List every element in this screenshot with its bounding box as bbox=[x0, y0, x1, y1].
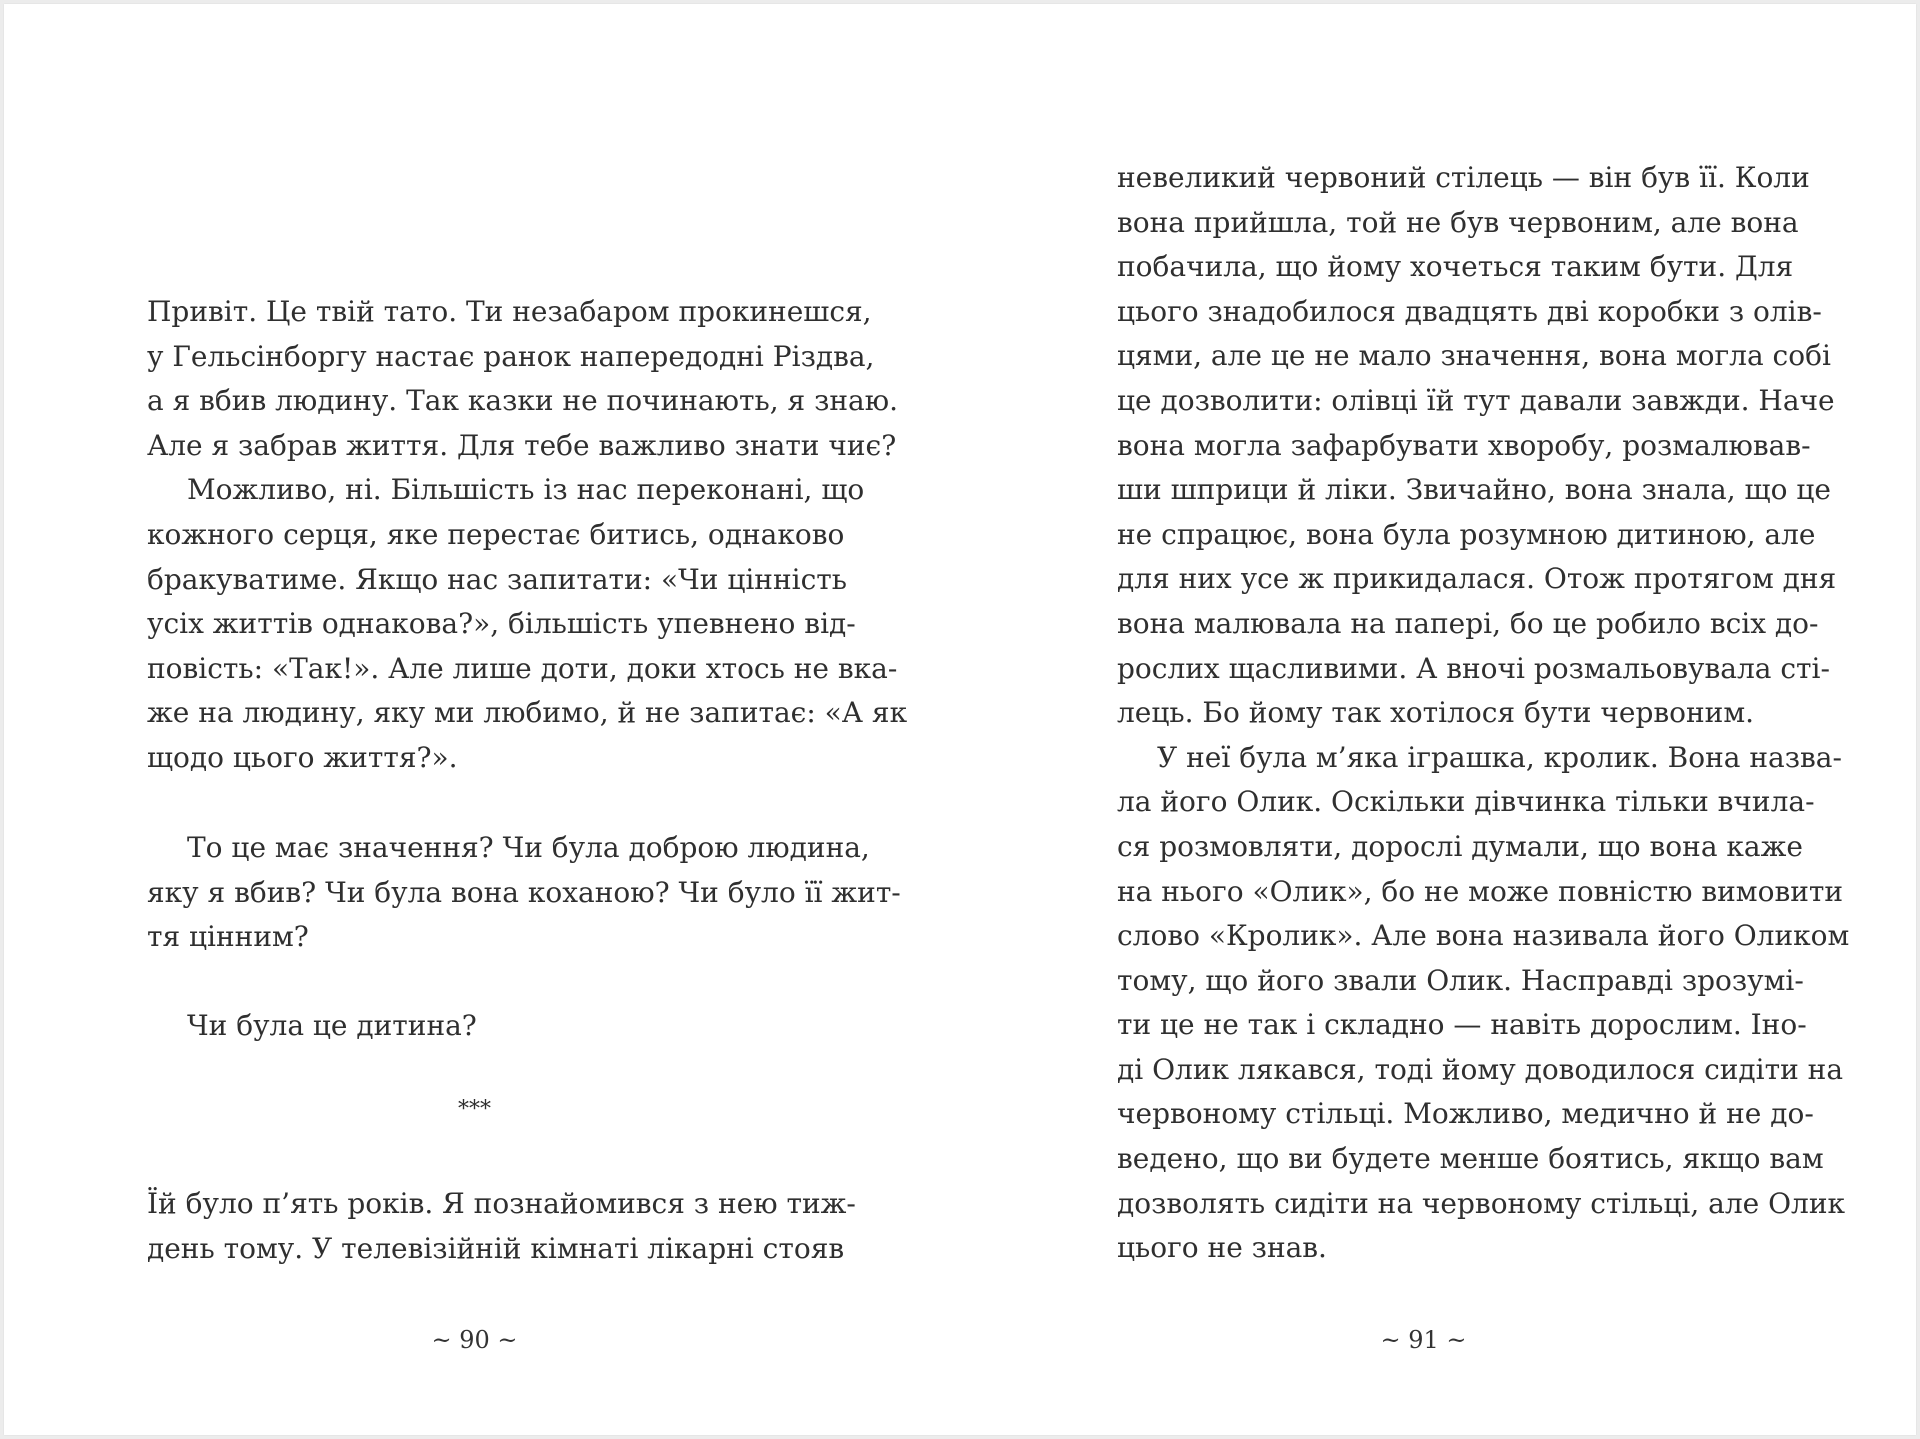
text-line: це дозволити: олівці їй тут давали завжди. Наче bbox=[1117, 383, 1835, 417]
text-line: ти це не так і складно — навіть дорослим. Іно- bbox=[1117, 1008, 1807, 1042]
left-paragraph-3 bbox=[147, 826, 901, 960]
right-page bbox=[960, 4, 1916, 1435]
text-line: Чи була це дитина? bbox=[187, 1009, 477, 1042]
text-line: Можливо, ні. Більшість із нас переконані, що bbox=[187, 473, 865, 507]
section-separator: *** bbox=[458, 1097, 491, 1122]
text-line: ши шприци й ліки. Звичайно, вона знала, що це bbox=[1117, 473, 1831, 507]
text-line: на нього «Олик», бо не може повністю вимовити bbox=[1117, 874, 1844, 908]
right-paragraph-1 bbox=[1117, 156, 1850, 1271]
text-line: ла його Олик. Оскільки дівчинка тільки вчила- bbox=[1117, 785, 1815, 819]
page-number-left: ~ 90 ~ bbox=[431, 1326, 518, 1354]
text-line: день тому. У телевізійній кімнаті лікарні стояв bbox=[147, 1231, 845, 1265]
text-line: повість: «Так!». Але лише доти, доки хтось не вка- bbox=[147, 651, 898, 685]
text-line: кожного серця, яке перестає битись, однаково bbox=[147, 517, 845, 551]
text-line: лець. Бо йому так хотілося бути червоним. bbox=[1117, 696, 1754, 730]
text-line: вона могла зафарбувати хворобу, розмалював- bbox=[1117, 428, 1811, 462]
text-line: ся розмовляти, дорослі думали, що вона каже bbox=[1117, 829, 1803, 863]
text-line: яку я вбив? Чи була вона коханою? Чи було її жит- bbox=[147, 875, 901, 909]
text-line: слово «Кролик». Але вона називала його Оликом bbox=[1117, 919, 1850, 953]
text-line: цього не знав. bbox=[1117, 1231, 1327, 1265]
text-line: Привіт. Це твій тато. Ти незабаром прокинешся, bbox=[147, 295, 872, 328]
text-line: щодо цього життя?». bbox=[147, 740, 458, 774]
text-line: У неї була м’яка іграшка, кролик. Вона назва- bbox=[1157, 740, 1842, 774]
text-line: же на людину, яку ми любимо, й не запитає: «А як bbox=[147, 696, 908, 730]
left-paragraph-1 bbox=[147, 290, 908, 781]
text-line: рослих щасливими. А вночі розмальовувала сті- bbox=[1117, 651, 1830, 685]
book-spread bbox=[4, 4, 1916, 1435]
text-line: невеликий червоний стілець — він був її. Коли bbox=[1117, 161, 1810, 194]
text-line: не спрацює, вона була розумною дитиною, але bbox=[1117, 517, 1816, 551]
text-line: тому, що його звали Олик. Насправді зрозумі- bbox=[1117, 963, 1804, 997]
text-line: у Гельсінборгу настає ранок напередодні Різдва, bbox=[147, 339, 875, 373]
text-line: цями, але це не мало значення, вона могла собі bbox=[1117, 339, 1831, 373]
text-line: тя цінним? bbox=[147, 920, 309, 954]
left-paragraph-4 bbox=[147, 1004, 802, 1049]
text-line: Їй було п’ять років. Я познайомився з нею тиж- bbox=[147, 1187, 856, 1220]
text-line: Але я забрав життя. Для тебе важливо знати чиє? bbox=[147, 428, 897, 462]
page-number-right: ~ 91 ~ bbox=[1380, 1326, 1467, 1354]
text-line: побачила, що йому хочеться таким бути. Для bbox=[1117, 250, 1794, 284]
text-line: для них усе ж прикидалася. Отож протягом дня bbox=[1117, 562, 1837, 596]
text-line: а я вбив людину. Так казки не починають, я знаю. bbox=[147, 384, 898, 418]
text-line: усіх життів однакова?», більшість упевнено від- bbox=[147, 607, 856, 641]
text-line: бракуватиме. Якщо нас запитати: «Чи цінність bbox=[147, 562, 847, 596]
text-line: дозволять сидіти на червоному стільці, але Олик bbox=[1117, 1186, 1845, 1220]
text-line: ді Олик лякався, тоді йому доводилося сидіти на bbox=[1117, 1052, 1844, 1086]
text-line: То це має значення? Чи була доброю людина, bbox=[187, 831, 870, 864]
left-paragraph-5 bbox=[147, 1182, 856, 1271]
text-line: ведено, що ви будете менше боятись, якщо вам bbox=[1117, 1142, 1824, 1176]
text-line: вона малювала на папері, бо це робило всіх до- bbox=[1117, 606, 1819, 640]
text-line: вона прийшла, той не був червоним, але вона bbox=[1117, 205, 1799, 239]
text-line: цього знадобилося двадцять дві коробки з олів- bbox=[1117, 294, 1822, 328]
left-page bbox=[4, 4, 960, 1435]
text-line: червоному стільці. Можливо, медично й не до- bbox=[1117, 1097, 1814, 1131]
